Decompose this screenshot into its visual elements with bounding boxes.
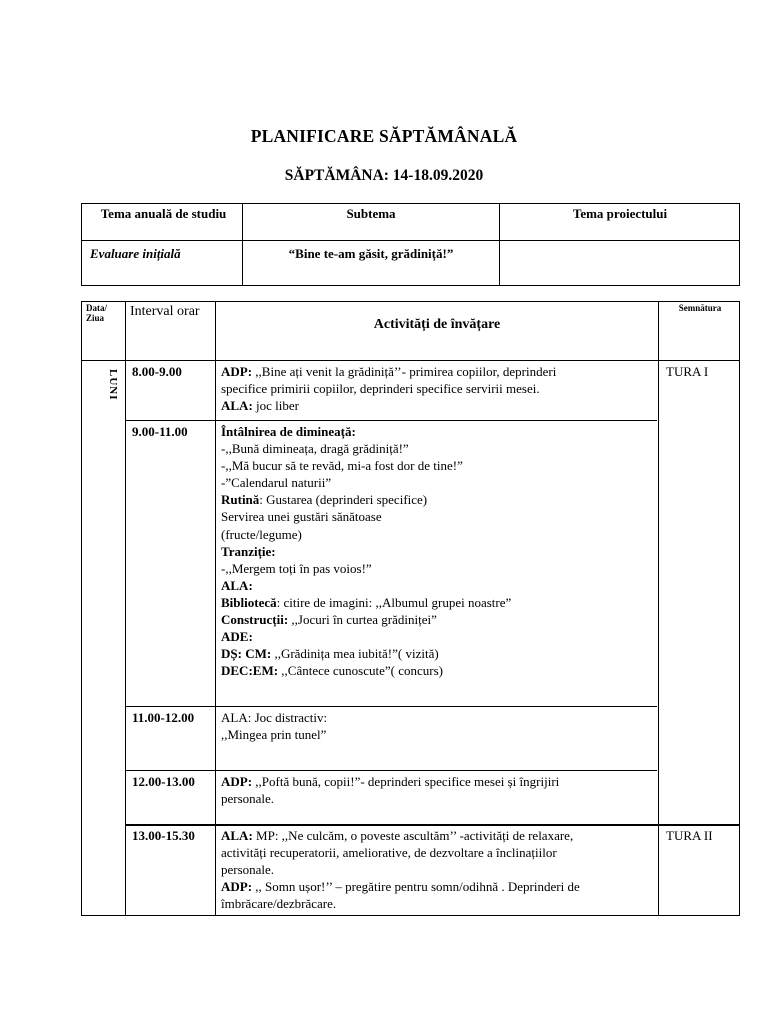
activity-line: ALA: Joc distractiv: xyxy=(221,710,328,725)
header-data-ziua: Data/ Ziua xyxy=(86,303,107,323)
header-activitati: Activități de învățare xyxy=(373,317,501,332)
week-title: SĂPTĂMÂNA: 14-18.09.2020 xyxy=(284,167,484,184)
activity-line: DȘ: CM: ,,Grădinița mea iubită!”( vizită) xyxy=(221,646,439,662)
activity-line: Bibliotecă: citire de imagini: ,,Albumul grupei noastre” xyxy=(221,594,512,610)
activity-line: ,,Mingea prin tunel” xyxy=(221,727,327,743)
activity-line: (fructe/legume) xyxy=(221,526,302,542)
activity-line: ADE: xyxy=(221,629,253,645)
activity-line: Tranziție: xyxy=(221,543,276,559)
header-semnatura: Semnătura xyxy=(678,303,722,313)
signature-tura-1: TURA I xyxy=(666,364,709,379)
interval-3: 11.00-12.00 xyxy=(132,710,195,725)
signature-tura-2: TURA II xyxy=(666,828,713,843)
activity-line: ALA: xyxy=(221,577,253,593)
activity-line: ALA: MP: ,,Ne culcăm, o poveste ascultăm’’ -activități de relaxare, xyxy=(221,828,574,843)
page-title: PLANIFICARE SĂPTĂMÂNALĂ xyxy=(250,126,518,146)
activity-line: personale. xyxy=(221,791,275,807)
activities-row-1 xyxy=(221,363,556,414)
tema-table xyxy=(81,203,740,286)
interval-2: 9.00-11.00 xyxy=(132,424,188,439)
tema-anuala-value: Evaluare inițială xyxy=(90,246,181,261)
activities-row-3 xyxy=(221,709,327,743)
activity-line: ALA: joc liber xyxy=(221,398,299,414)
interval-4: 12.00-13.00 xyxy=(132,774,195,789)
header-subtema: Subtema xyxy=(346,206,396,221)
header-tema-proiectului: Tema proiectului xyxy=(572,206,668,221)
activity-line: personale. xyxy=(221,862,275,878)
activity-line: -,,Mergem toți în pas voios!” xyxy=(221,560,372,576)
activity-line: Întâlnirea de dimineață: xyxy=(221,424,356,439)
activities-row-5 xyxy=(221,827,580,912)
activity-line: Rutină: Gustarea (deprinderi specifice) xyxy=(221,492,428,508)
interval-5: 13.00-15.30 xyxy=(132,828,195,843)
plan-table xyxy=(81,301,740,916)
activity-line: ADP: ,, Somn ușor!’’ – pregătire pentru somn/odihnă . Deprinderi de xyxy=(221,879,580,895)
subtema-value: “Bine te-am găsit, grădiniță!” xyxy=(288,246,454,261)
day-label: LUNI xyxy=(107,369,119,401)
activities-row-2 xyxy=(221,423,511,679)
activity-line: ADP: ,,Poftă bună, copii!”- deprinderi specifice mesei și îngrijiri xyxy=(221,774,560,789)
header-interval-orar: Interval orar xyxy=(130,304,200,319)
activity-line: -,,Mă bucur să te revăd, mi-a fost dor de tine!” xyxy=(221,458,463,474)
activity-line: Construcții: ,,Jocuri în curtea grădiniței” xyxy=(221,612,437,628)
activity-line: -,,Bună dimineața, dragă grădiniță!” xyxy=(221,441,409,457)
activity-line: -”Calendarul naturii” xyxy=(221,475,332,491)
header-tema-anuala: Tema anuală de studiu xyxy=(100,206,227,221)
activities-row-4 xyxy=(221,773,559,807)
activity-line: specifice primirii copiilor, deprinderi specifice servirii mesei. xyxy=(221,381,540,397)
activity-line: Servirea unei gustări sănătoase xyxy=(221,509,382,525)
interval-1: 8.00-9.00 xyxy=(132,364,182,379)
activity-line: îmbrăcare/dezbrăcare. xyxy=(221,896,337,912)
activity-line: ADP: ,,Bine ați venit la grădiniță’’- primirea copiilor, deprinderi xyxy=(221,364,557,379)
activity-line: DEC:EM: ,,Cântece cunoscute”( concurs) xyxy=(221,663,443,679)
activity-line: activități recuperatorii, ameliorative, de dezvoltare a înclinațiilor xyxy=(221,845,557,861)
